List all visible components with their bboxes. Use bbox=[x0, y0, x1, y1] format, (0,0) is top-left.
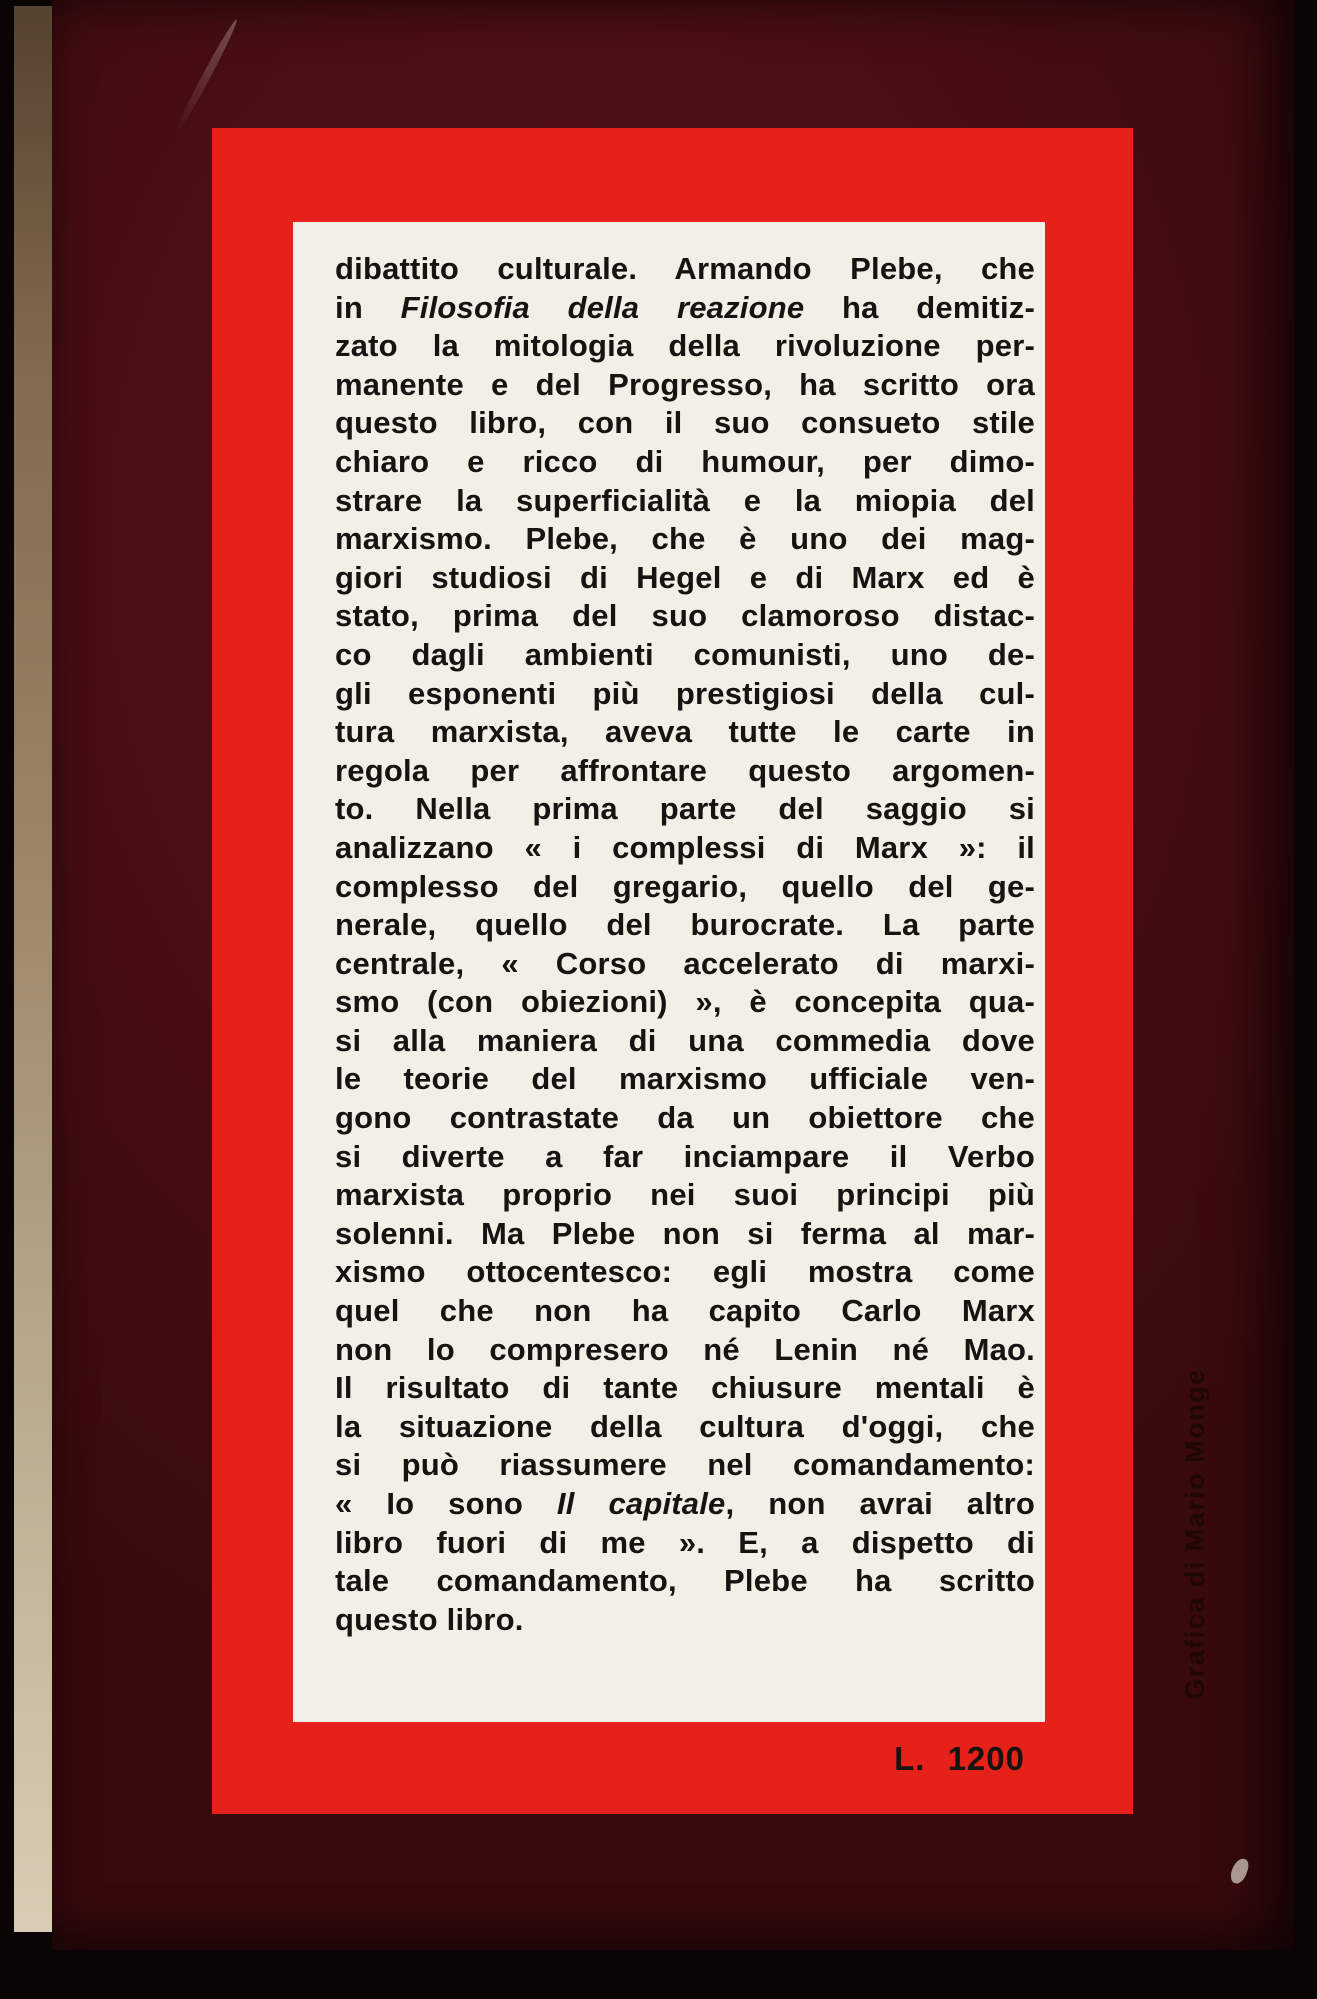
blurb-line: gli esponenti più prestigiosi della cul- bbox=[335, 675, 1035, 711]
blurb-line: centrale, « Corso accelerato di marxi- bbox=[335, 945, 1035, 981]
blurb-line: si diverte a far inciampare il Verbo bbox=[335, 1138, 1035, 1174]
blurb-line: tale comandamento, Plebe ha scritto bbox=[335, 1563, 1035, 1599]
blurb-line: dibattito culturale. Armando Plebe, che bbox=[335, 251, 1035, 286]
book-page-edge bbox=[14, 6, 52, 1932]
blurb-text bbox=[293, 222, 1045, 1639]
designer-credit: Grafica di Mario Monge bbox=[1180, 1368, 1210, 1700]
price-label: L. 1200 bbox=[894, 1740, 1025, 1777]
blurb-line: libro fuori di me ». E, a dispetto di bbox=[335, 1524, 1035, 1560]
blurb-line: questo libro, con il suo consueto stile bbox=[335, 405, 1035, 441]
blurb-line: regola per affrontare questo argomen- bbox=[335, 752, 1035, 788]
blurb-line: in Filosofia della reazione ha demitiz- bbox=[335, 289, 1035, 325]
blurb-line: non lo compresero né Lenin né Mao. bbox=[335, 1331, 1035, 1367]
blurb-line: « Io sono Il capitale, non avrai altro bbox=[335, 1486, 1035, 1521]
blurb-line: le teorie del marxismo ufficiale ven- bbox=[335, 1061, 1035, 1097]
blurb-line: tura marxista, aveva tutte le carte in bbox=[335, 714, 1035, 750]
blurb-line: zato la mitologia della rivoluzione per- bbox=[335, 328, 1035, 364]
blurb-line: xismo ottocentesco: egli mostra come bbox=[335, 1254, 1035, 1290]
blurb-line: to. Nella prima parte del saggio si bbox=[335, 791, 1035, 827]
blurb-line: la situazione della cultura d'oggi, che bbox=[335, 1408, 1035, 1444]
blurb-line: manente e del Progresso, ha scritto ora bbox=[335, 366, 1035, 402]
red-frame bbox=[212, 128, 1133, 1814]
blurb-line: strare la superficialità e la miopia del bbox=[335, 482, 1035, 518]
blurb-line: marxismo. Plebe, che è uno dei mag- bbox=[335, 521, 1035, 557]
blurb-line: gono contrastate da un obiettore che bbox=[335, 1100, 1035, 1136]
blurb-line: questo libro. bbox=[335, 1601, 524, 1637]
blurb-line: marxista proprio nei suoi principi più bbox=[335, 1177, 1035, 1213]
blurb-line: nerale, quello del burocrate. La parte bbox=[335, 907, 1035, 943]
blurb-panel bbox=[293, 222, 1045, 1722]
blurb-line: giori studiosi di Hegel e di Marx ed è bbox=[335, 559, 1035, 595]
blurb-line: si può riassumere nel comandamento: bbox=[335, 1447, 1035, 1483]
blurb-line: Il risultato di tante chiusure mentali è bbox=[335, 1370, 1035, 1406]
blurb-line: smo (con obiezioni) », è concepita qua- bbox=[335, 984, 1035, 1020]
scratch-mark bbox=[172, 18, 240, 137]
blurb-line: quel che non ha capito Carlo Marx bbox=[335, 1293, 1035, 1329]
blurb-line: si alla maniera di una commedia dove bbox=[335, 1022, 1035, 1058]
blurb-line: solenni. Ma Plebe non si ferma al mar- bbox=[335, 1215, 1035, 1251]
book-cover bbox=[52, 0, 1294, 1950]
blurb-line: analizzano « i complessi di Marx »: il bbox=[335, 829, 1035, 865]
blurb-line: complesso del gregario, quello del ge- bbox=[335, 868, 1035, 904]
paper-speck bbox=[1228, 1856, 1250, 1885]
blurb-line: chiaro e ricco di humour, per dimo- bbox=[335, 443, 1035, 479]
blurb-line: stato, prima del suo clamoroso distac- bbox=[335, 598, 1035, 634]
blurb-line: co dagli ambienti comunisti, uno de- bbox=[335, 636, 1035, 672]
